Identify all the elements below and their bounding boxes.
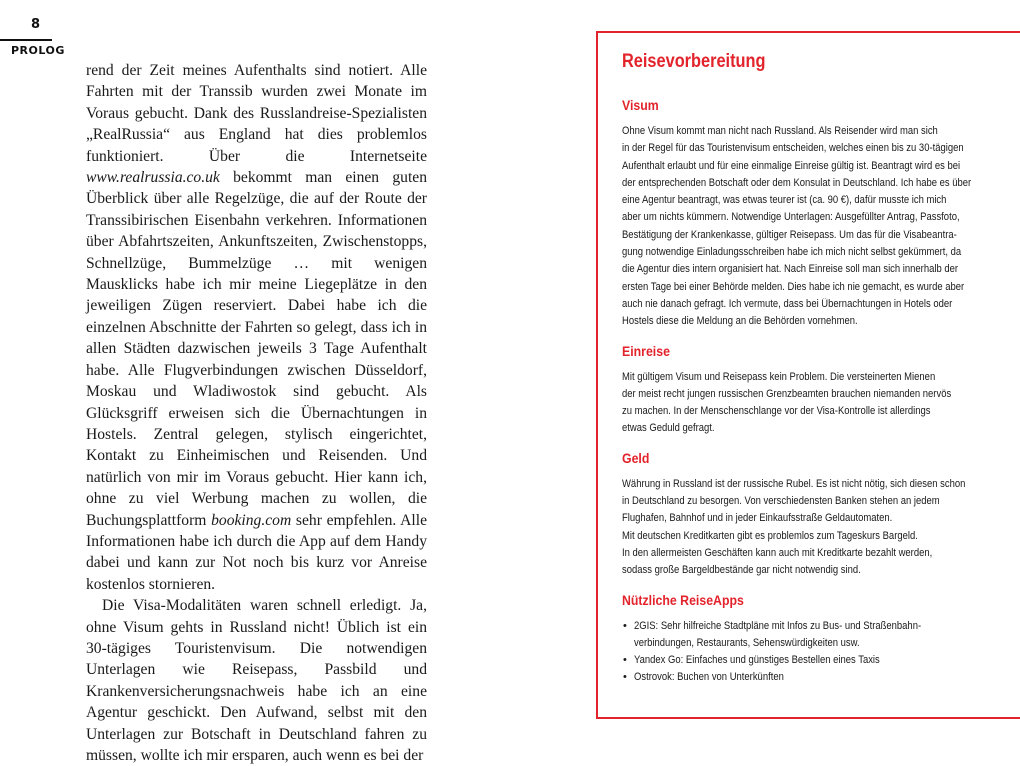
app-2gis-line-1: 2GIS: Sehr hilfreiche Stadtpläne mit Infos zu Bus- und Straßenbahn- — [634, 619, 922, 632]
visum-line: auch nie danach gefragt. Ich vermute, dass bei Übernachtungen in Hotels oder — [622, 297, 953, 310]
geld-line: In den allermeisten Geschäften kann auch mit Kreditkarte bezahlt werden, — [622, 546, 933, 559]
visum-heading: Visum — [622, 97, 659, 113]
geld-line: Währung in Russland ist der russische Rubel. Es ist nicht nötig, sich diesen schon — [622, 477, 966, 490]
visum-text — [622, 123, 1002, 331]
app-2gis-line-2: verbindungen, Restaurants, Sehenswürdigkeiten usw. — [634, 636, 860, 649]
info-box-content — [622, 51, 1002, 687]
list-item — [622, 669, 1002, 686]
chapter-label: PROLOG — [11, 44, 65, 57]
realrussia-url: www.realrussia.co.uk — [86, 169, 220, 187]
visum-line: der entsprechenden Botschaft oder dem Konsulat in Deutschland. Ich habe es über — [622, 176, 972, 189]
info-box — [596, 31, 1020, 719]
einreise-text — [622, 369, 1002, 438]
paragraph-1-part-b: bekommt man einen guten Überblick über alle Regelzüge, die auf der Route der Transsibirischen Eisenbahn verkehren. Informationen über Abfahrtszeiten, Ankunftszeiten, Zwischenstopps, Schnellzüge, Bummelzüge … mit wenigen Mausklicks habe ich mir meine Liegeplätze in den jeweiligen Zügen reserviert. Dabei habe ich die einzelnen Abschnitte der Fahrten so gelegt, dass ich in allen Städten dazwischen jeweils 3 Tage Aufenthalt habe. Alle Flugverbindungen zwischen Düsseldorf, Moskau und Wladiwostok sind gebucht. Als Glücksgriff erweisen sich die Übernachtungen in Hostels. Zentral gelegen, stylisch eingerichtet, Kontakt zu Einheimischen und Reisenden. Und natürlich von mir im Voraus gebucht. Hier kann ich, ohne zu viel Werbung machen zu wollen, die Buchungsplattform — [86, 169, 427, 529]
visum-line: Aufenthalt erlaubt und für eine einmalige Einreise gültig ist. Beantragt wird es bei — [622, 159, 961, 172]
einreise-line: der meist recht jungen russischen Grenzbeamten brauchen niemanden nervös — [622, 387, 952, 400]
info-box-title: Reisevorbereitung — [622, 51, 766, 72]
paragraph-2: Die Visa-Modalitäten waren schnell erledigt. Ja, ohne Visum gehts in Russland nicht! Üblich ist ein 30-tägiges Touristenvisum. Die notwendigen Unterlagen wie Reisepass, Passbild und Krankenversicherungsnachweis habe ich an eine Agentur geschickt. Den Aufwand, selbst mit den Unterlagen zur Botschaft in Deutschland fahren zu müssen, wollte ich mir ersparen, auch wenn es bei der — [86, 597, 427, 764]
bullet-icon: • — [623, 619, 627, 632]
visum-line: eine Agentur beantragt, was etwas teurer ist (ca. 90 €), dafür musste ich mich — [622, 194, 947, 207]
page-number: 8 — [31, 17, 41, 32]
visum-line: Ohne Visum kommt man nicht nach Russland. Als Reisender wird man sich — [622, 125, 938, 137]
visum-line: Bestätigung der Krankenkasse, gültiger Reisepass. Um das für die Visabeantra- — [622, 228, 957, 241]
bullet-icon: • — [623, 654, 627, 667]
visum-line: gung notwendige Einladungsschreiben habe ich mich nicht selbst gekümmert, da — [622, 246, 962, 259]
app-yandex-go: Yandex Go: Einfaches und günstiges Bestellen eines Taxis — [634, 654, 880, 667]
geld-text — [622, 476, 1002, 580]
apps-list — [622, 618, 1002, 687]
geld-line: Mit deutschen Kreditkarten gibt es problemlos zum Tageskurs Bargeld. — [622, 529, 918, 542]
visum-line: die Agentur dies intern organisiert hat. Nach Einreise soll man sich innerhalb der — [622, 263, 959, 276]
einreise-heading: Einreise — [622, 342, 670, 359]
paragraph-1-part-a: rend der Zeit meines Aufenthalts sind notiert. Alle Fahrten mit der Transsib wurden zwei Monate im Voraus gebucht. Dank des Russlandreise-Spezialisten „RealRussia“ aus England hat dies problemlos funktioniert. Über die Internetseite — [86, 62, 427, 165]
einreise-line: Mit gültigem Visum und Reisepass kein Problem. Die versteinerten Mienen — [622, 370, 936, 383]
header-rule — [0, 39, 52, 41]
geld-heading: Geld — [622, 449, 650, 466]
einreise-line: etwas Geduld gefragt. — [622, 422, 715, 435]
paragraph-1-part-c: sehr empfehlen. Alle Informationen habe ich durch die App auf dem Handy dabei und kann zur Not noch bis kurz vor Anreise kostenlos stornieren. — [86, 511, 427, 593]
list-item — [622, 618, 1002, 653]
list-item — [622, 652, 1002, 669]
geld-line: sodass große Bargeldbestände gar nicht notwendig sind. — [622, 564, 861, 577]
geld-line: in Deutschland zu besorgen. Von verschiedensten Banken stehen an jedem — [622, 495, 940, 508]
body-text — [86, 60, 427, 766]
visum-line: in der Regel für das Touristenvisum entscheiden, welches einen bis zu 30-tägigen — [622, 142, 964, 155]
visum-line: Hostels diese die Meldung an die Behörden vornehmen. — [622, 315, 858, 328]
einreise-line: zu machen. In der Menschenschlange vor der Visa-Kontrolle ist allerdings — [622, 405, 931, 418]
geld-line: Flughafen, Bahnhof und in jeder Einkaufsstraße Geldautomaten. — [622, 512, 893, 525]
app-ostrovok: Ostrovok: Buchen von Unterkünften — [634, 671, 784, 684]
paragraph-1 — [86, 60, 427, 595]
visum-line: aber um nichts kümmern. Notwendige Unterlagen: Ausgefüllter Antrag, Passfoto, — [622, 211, 960, 224]
visum-line: ersten Tage bei einer Behörde melden. Dies habe ich nie gemacht, es wurde aber — [622, 280, 965, 293]
apps-heading: Nützliche ReiseApps — [622, 591, 744, 608]
bullet-icon: • — [623, 671, 627, 684]
booking-url: booking.com — [211, 511, 292, 529]
